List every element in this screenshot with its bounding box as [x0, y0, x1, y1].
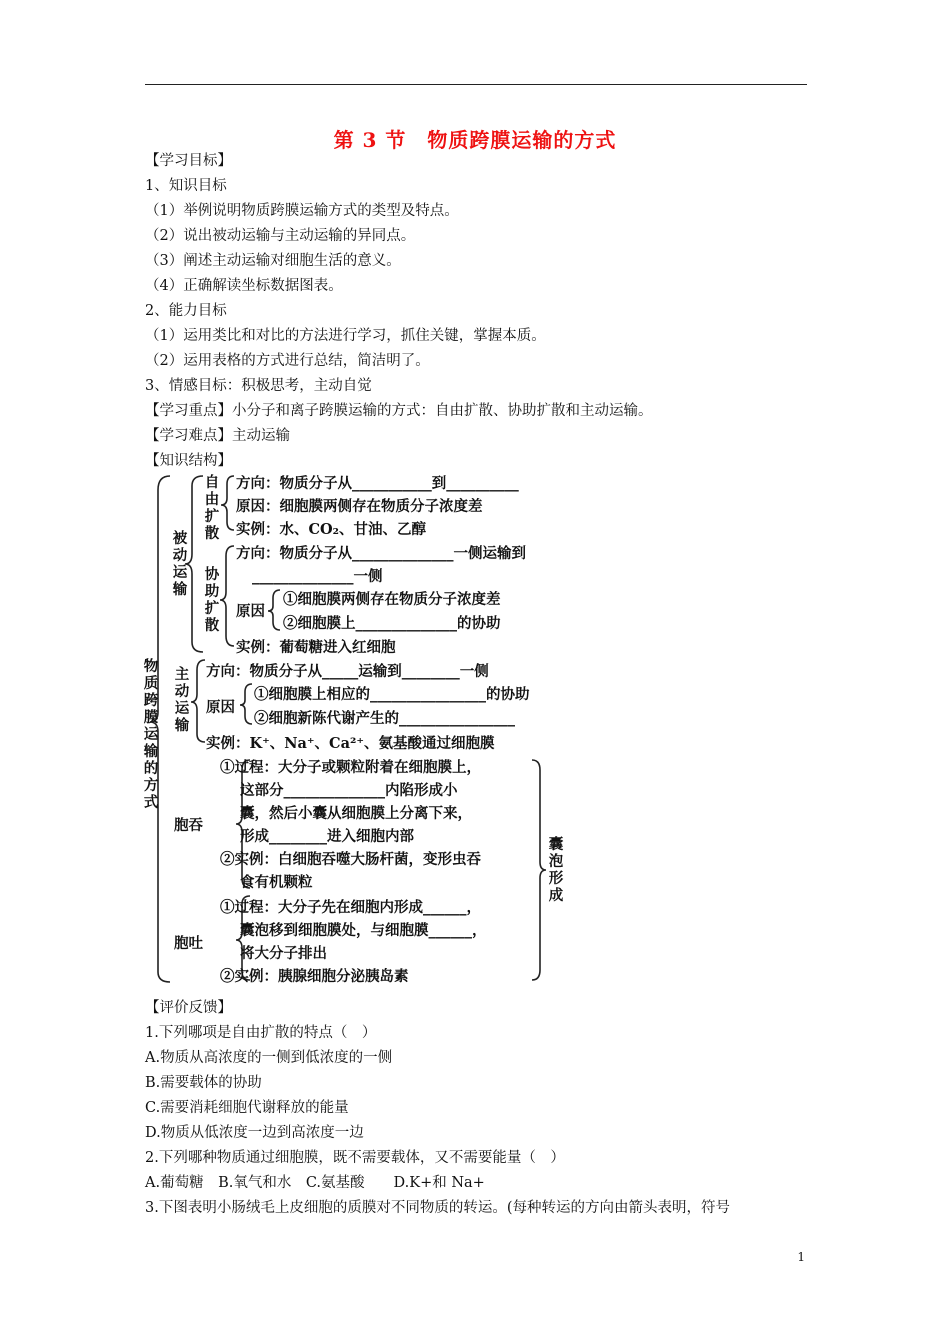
question-1-option-a: A.物质从高浓度的一侧到低浓度的一侧: [145, 1050, 393, 1066]
ability-goal-title: 2、能力目标: [145, 303, 227, 319]
root-label: 物质跨膜运输的方式: [143, 658, 159, 811]
free-diffusion-cause: 原因：细胞膜两侧存在物质分子浓度差: [236, 498, 483, 515]
active-cause-2: ②细胞新陈代谢产生的________________: [254, 710, 515, 727]
endocytosis-line-3: 囊，然后小囊从细胞膜上分离下来，: [240, 805, 472, 822]
active-cause-label: 原因: [206, 699, 235, 716]
exocytosis-line-4: ②实例：胰腺细胞分泌胰岛素: [220, 968, 409, 985]
active-direction: 方向：物质分子从_____运输到________一侧: [206, 663, 489, 680]
passive-transport-label: 被动运输: [172, 530, 188, 598]
assisted-diffusion-direction: 方向：物质分子从______________一侧运输到: [236, 545, 526, 562]
page-title: 第 3 节 物质跨膜运输的方式: [333, 128, 617, 152]
assisted-cause-label: 原因: [236, 603, 265, 620]
endocytosis-line-4: 形成________进入细胞内部: [240, 828, 414, 845]
question-1-option-d: D.物质从低浓度一边到高浓度一边: [145, 1125, 364, 1141]
endocytosis-line-2: 这部分______________内陷形成小: [240, 782, 458, 799]
exocytosis-label: 胞吐: [174, 935, 203, 952]
knowledge-goal-4: （4）正确解读坐标数据图表。: [145, 278, 343, 294]
active-example: 实例：K⁺、Na⁺、Ca²⁺、氨基酸通过细胞膜: [206, 735, 495, 752]
exocytosis-line-3: 将大分子排出: [240, 945, 327, 962]
active-cause-1: ①细胞膜上相应的________________的协助: [254, 686, 530, 703]
learning-difficulty: 【学习难点】主动运输: [145, 428, 290, 444]
free-diffusion-example: 实例：水、CO₂、甘油、乙醇: [236, 521, 427, 538]
active-transport-label: 主动运输: [174, 666, 190, 734]
assisted-cause-2: ②细胞膜上______________的协助: [283, 615, 501, 632]
exocytosis-line-2: 囊泡移到细胞膜处，与细胞膜______，: [240, 922, 487, 939]
knowledge-goal-2: （2）说出被动运输与主动运输的异同点。: [145, 228, 416, 244]
question-2-options: A.葡萄糖 B.氧气和水 C.氨基酸 D.K+和 Na+: [145, 1175, 485, 1191]
assisted-diffusion-direction-2: ______________一侧: [252, 568, 383, 585]
question-2: 2.下列哪种物质通过细胞膜，既不需要载体，又不需要能量（ ）: [145, 1150, 565, 1166]
objectives-header: 【学习目标】: [145, 153, 232, 169]
assisted-diffusion-example: 实例：葡萄糖进入红细胞: [236, 639, 396, 656]
endocytosis-line-6: 食有机颗粒: [240, 874, 313, 891]
knowledge-goal-title: 1、知识目标: [145, 178, 227, 194]
ability-goal-1: （1）运用类比和对比的方法进行学习，抓住关键，掌握本质。: [145, 328, 546, 344]
endocytosis-label: 胞吞: [174, 817, 203, 834]
endocytosis-line-1: ①过程：大分子或颗粒附着在细胞膜上，: [220, 759, 481, 776]
question-1: 1.下列哪项是自由扩散的特点（ ）: [145, 1025, 377, 1041]
page-number-row: [0, 1250, 950, 1264]
exocytosis-line-1: ①过程：大分子先在细胞内形成______，: [220, 899, 481, 916]
assisted-diffusion-label: 协助扩散: [204, 566, 220, 634]
ability-goal-2: （2）运用表格的方式进行总结，简洁明了。: [145, 353, 430, 369]
knowledge-goal-3: （3）阐述主动运输对细胞生活的意义。: [145, 253, 401, 269]
learning-focus: 【学习重点】小分子和离子跨膜运输的方式：自由扩散、协助扩散和主动运输。: [145, 403, 653, 419]
emotion-goal: 3、情感目标：积极思考，主动自觉: [145, 378, 372, 394]
knowledge-goal-1: （1）举例说明物质跨膜运输方式的类型及特点。: [145, 203, 459, 219]
vesicle-formation-label: 囊泡形成: [548, 836, 564, 904]
free-diffusion-label: 自由扩散: [204, 474, 220, 542]
assisted-cause-1: ①细胞膜两侧存在物质分子浓度差: [283, 591, 501, 608]
page-number: 1: [797, 1250, 805, 1264]
feedback-header: 【评价反馈】: [145, 1000, 232, 1016]
structure-header: 【知识结构】: [145, 453, 232, 469]
endocytosis-line-5: ②实例：白细胞吞噬大肠杆菌，变形虫吞: [220, 851, 481, 868]
question-1-option-b: B.需要载体的协助: [145, 1075, 262, 1091]
question-1-option-c: C.需要消耗细胞代谢释放的能量: [145, 1100, 349, 1116]
question-3: 3.下图表明小肠绒毛上皮细胞的质膜对不同物质的转运。(每种转运的方向由箭头表明，符号: [145, 1200, 730, 1216]
free-diffusion-direction: 方向：物质分子从___________到__________: [236, 475, 519, 492]
